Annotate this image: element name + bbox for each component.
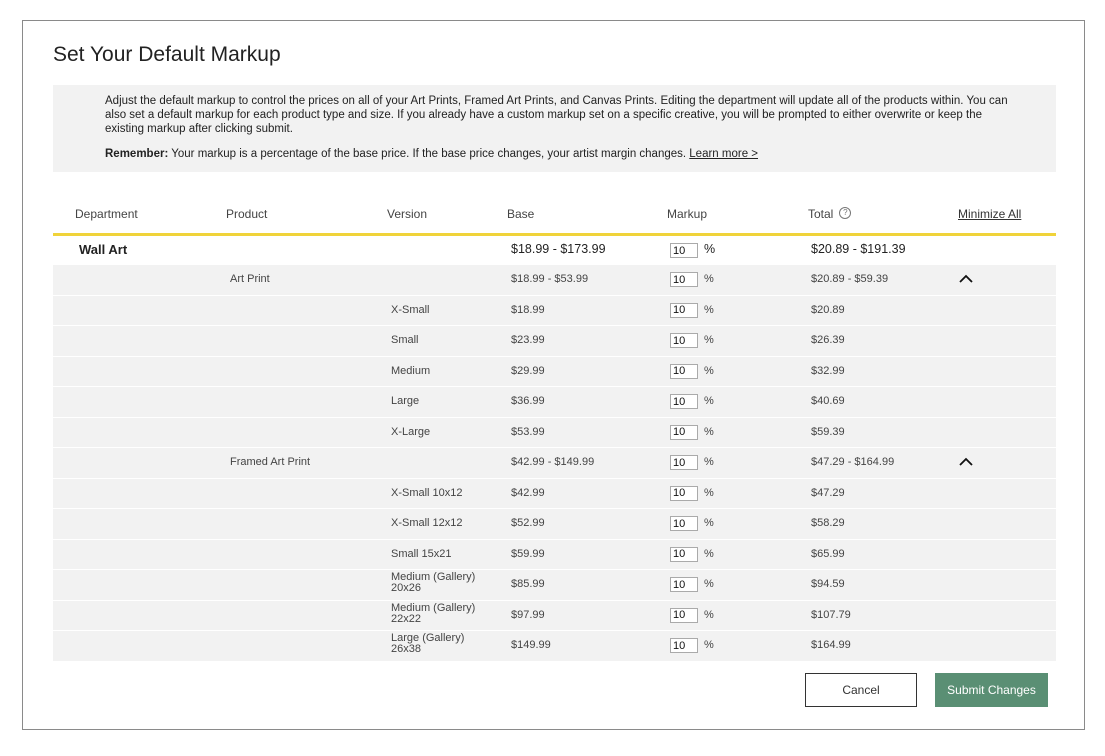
department-row xyxy=(53,236,1056,266)
version-row xyxy=(53,540,1056,571)
version-row xyxy=(53,296,1056,327)
row-markup-input[interactable] xyxy=(670,303,698,318)
header-department: Department xyxy=(75,207,138,221)
row-base: $18.99 xyxy=(511,303,545,316)
version-row xyxy=(53,357,1056,388)
row-markup-input[interactable] xyxy=(670,455,698,470)
chevron-up-icon[interactable] xyxy=(958,271,974,287)
remember-label: Remember: xyxy=(105,148,169,160)
row-pct: % xyxy=(704,547,714,560)
row-markup-input[interactable] xyxy=(670,333,698,348)
row-base: $42.99 xyxy=(511,486,545,499)
row-markup-input[interactable] xyxy=(670,608,698,623)
row-pct: % xyxy=(704,273,714,285)
row-markup-input[interactable] xyxy=(670,364,698,379)
row-base: $23.99 xyxy=(511,334,545,346)
row-markup-input[interactable] xyxy=(670,486,698,501)
row-total: $47.29 - $164.99 xyxy=(811,456,895,468)
row-pct: % xyxy=(704,639,714,651)
row-pct: % xyxy=(704,456,714,468)
info-paragraph: Adjust the default markup to control the prices on all of your Art Prints, Framed Art Prints, and Canvas Prints. Editing the department will update all of the products within. You can also set a default markup for each product type and size. If you already have a custom markup set on a specific creative, you will be prompted to either overwrite or keep the existing markup after clicking submit. xyxy=(105,95,1008,135)
row-total: $164.99 xyxy=(811,639,851,651)
header-base: Base xyxy=(507,207,535,221)
table-header xyxy=(53,207,1056,236)
department-name: Wall Art xyxy=(79,242,128,257)
row-base: $85.99 xyxy=(511,578,545,590)
row-version: X-Small 12x12 xyxy=(391,517,463,529)
row-total: $26.39 xyxy=(811,334,845,346)
row-base: $53.99 xyxy=(511,425,545,438)
row-markup-input[interactable] xyxy=(670,577,698,592)
row-version: Medium (Gallery) 20x26 xyxy=(391,571,476,594)
row-markup-input[interactable] xyxy=(670,547,698,562)
version-row xyxy=(53,509,1056,540)
version-row xyxy=(53,601,1056,632)
row-version: X-Small 10x12 xyxy=(391,486,463,499)
row-version: Medium xyxy=(391,364,431,377)
row-markup-input[interactable] xyxy=(670,272,698,287)
modal-title: Set Your Default Markup xyxy=(53,43,281,66)
row-base: $42.99 - $149.99 xyxy=(511,456,595,468)
row-pct: % xyxy=(704,395,714,407)
row-base: $59.99 xyxy=(511,547,545,560)
version-row xyxy=(53,326,1056,357)
row-total: $59.39 xyxy=(811,425,845,438)
row-total: $40.69 xyxy=(811,395,845,407)
minimize-all-link[interactable]: Minimize All xyxy=(958,207,1022,221)
version-row xyxy=(53,570,1056,601)
row-pct: % xyxy=(704,303,714,316)
cancel-button[interactable]: Cancel xyxy=(805,673,917,707)
header-total xyxy=(808,207,848,221)
row-total: $58.29 xyxy=(811,517,845,529)
help-icon[interactable]: ? xyxy=(839,207,851,219)
row-base: $97.99 xyxy=(511,608,545,621)
row-base: $29.99 xyxy=(511,364,545,377)
row-total: $107.79 xyxy=(811,608,851,621)
row-base: $149.99 xyxy=(511,639,551,651)
version-row xyxy=(53,387,1056,418)
chevron-up-icon[interactable] xyxy=(958,454,974,470)
row-markup-input[interactable] xyxy=(670,516,698,531)
row-version: X-Small xyxy=(391,303,430,316)
remember-note xyxy=(105,147,1016,161)
markup-modal xyxy=(22,20,1085,730)
learn-more-link[interactable]: Learn more > xyxy=(689,148,759,160)
row-markup-input[interactable] xyxy=(670,638,698,653)
header-total-label: Total xyxy=(808,207,834,221)
row-pct: % xyxy=(704,334,714,346)
version-row xyxy=(53,418,1056,449)
version-row xyxy=(53,631,1056,661)
info-box xyxy=(53,85,1056,172)
row-total: $20.89 - $59.39 xyxy=(811,273,889,285)
row-markup-input[interactable] xyxy=(670,425,698,440)
row-pct: % xyxy=(704,364,714,377)
row-version: Small 15x21 xyxy=(391,547,452,560)
remember-text: Your markup is a percentage of the base price. If the base price changes, your artist margin changes. xyxy=(168,148,690,160)
department-markup-input[interactable] xyxy=(670,243,698,258)
row-base: $36.99 xyxy=(511,395,545,407)
row-version: Small xyxy=(391,334,419,346)
department-pct: % xyxy=(704,242,716,256)
row-pct: % xyxy=(704,425,714,438)
row-total: $65.99 xyxy=(811,547,845,560)
department-total: $20.89 - $191.39 xyxy=(811,242,906,256)
row-base: $52.99 xyxy=(511,517,545,529)
row-total: $20.89 xyxy=(811,303,845,316)
header-version: Version xyxy=(387,207,428,221)
department-base: $18.99 - $173.99 xyxy=(511,242,606,256)
product-row xyxy=(53,448,1056,479)
row-pct: % xyxy=(704,578,714,590)
row-pct: % xyxy=(704,608,714,621)
row-version: Medium (Gallery) 22x22 xyxy=(391,601,476,625)
row-base: $18.99 - $53.99 xyxy=(511,273,589,285)
row-markup-input[interactable] xyxy=(670,394,698,409)
row-version: Large (Gallery) 26x38 xyxy=(391,632,465,655)
submit-changes-button[interactable]: Submit Changes xyxy=(935,673,1048,707)
header-product: Product xyxy=(226,207,268,221)
product-row xyxy=(53,265,1056,296)
row-version: X-Large xyxy=(391,425,431,438)
row-pct: % xyxy=(704,517,714,529)
row-product: Framed Art Print xyxy=(230,456,311,468)
row-total: $32.99 xyxy=(811,364,845,377)
row-version: Large xyxy=(391,395,420,407)
row-pct: % xyxy=(704,486,714,499)
row-total: $94.59 xyxy=(811,578,845,590)
row-product: Art Print xyxy=(230,273,270,285)
product-rows xyxy=(53,265,1056,661)
row-total: $47.29 xyxy=(811,486,845,499)
header-markup: Markup xyxy=(667,207,708,221)
version-row xyxy=(53,479,1056,510)
